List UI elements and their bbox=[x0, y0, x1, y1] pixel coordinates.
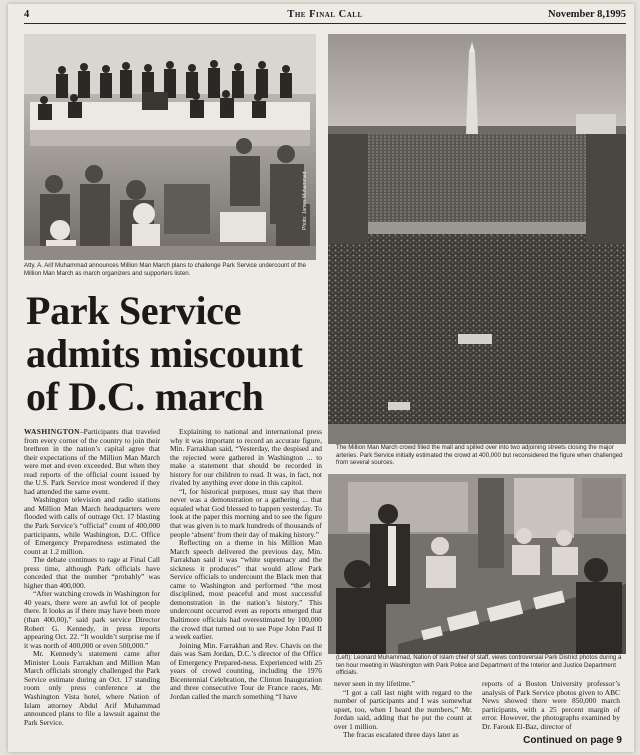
article-paragraph: The debate continues to rage at Final Call press time, although Park officials have conceded that the number “probably” was higher than 400,000. bbox=[24, 555, 160, 590]
article-headline: Park Service admits miscount of D.C. march bbox=[26, 288, 303, 419]
press-conference-caption: Atty. A. Arif Muhammad announces Million Man March plans to challenge Park Service undercount of the Million Man March as march organizers and supporters listen. bbox=[24, 262, 307, 277]
article-paragraph: Reflecting on a theme in his Million Man March speech delivered the previous day, Min. Farrakhan said it was “white supremacy and the sickness it produces” that would allow Park Service officials to undercount the Black men that came to Washington and performed “the most disciplined, most peaceful and most successful demonstration in the nation’s history.” This undercount occurred even as reports emerged that Baltimore officials had overestimated by 100,000 the crowd that turned out to see Pope John Paul II a week earlier. bbox=[170, 538, 322, 642]
publication-name: The Final Call bbox=[287, 9, 363, 20]
article-column-2 bbox=[170, 428, 322, 702]
article-paragraph: never seen in my lifetime.” bbox=[334, 679, 415, 688]
article-column-4 bbox=[482, 680, 620, 731]
article-dateline: WASHINGTON bbox=[24, 427, 80, 436]
article-paragraph: “I got a call last night with regard to the number of participants and I was somewhat upset, too, when I heard the numbers,” Mr. Jordan said, adding that he put the count at over 1 million. bbox=[334, 687, 472, 731]
press-conference-photo bbox=[24, 34, 316, 260]
crowd-photo bbox=[328, 34, 626, 444]
meeting-photo bbox=[328, 474, 626, 654]
newspaper-page bbox=[8, 4, 634, 752]
article-paragraph: Joining Min. Farrakhan and Rev. Chavis on the dais was Sam Jordan, D.C.’s director of the Office of Emergency Prepared-ness. Experienced with 25 years of crowd counting, including the 1976 Bicentennial Celebration, the Clinton Inauguration and three consecutive Tour de France races, Mr. Jordan called the march something “I have bbox=[170, 640, 322, 701]
continued-note: Continued on page 9 bbox=[523, 735, 622, 746]
article-paragraph: Mr. Kennedy’s statement came after Minister Louis Farrakhan and Million Man March officials strongly challenged the Park Service estimate during an Oct. 17 standing room only press conference at the Washington Vista hotel, where Nation of Islam attorney Abdul Arif Muhammad announced plans to file a lawsuit against the Park Service. bbox=[24, 649, 160, 727]
photo-credit: Photo: James Muhammad bbox=[302, 171, 308, 230]
article-paragraph: “I, for historical purposes, must say that there never was a demonstration or a gathering ... that equaled what God blessed to happen yesterday. To look at the paper this morning and to see the figure that was given is to mark hundreds of thousands of people ‘absent’ from their day of making history.” bbox=[170, 486, 322, 539]
article-paragraph: –Participants that traveled from every corner of the country to join their brethren in the nation’s capital agree that their expectations of the Million Man March were met and even exceeded. But when they read reports of the official count issued by the U.S. Park Service most wondered if they had attended the same event. bbox=[24, 427, 160, 496]
article-paragraph: Washington television and radio stations and Million Man March headquarters were flooded with calls of outrage Oct. 17 blasting the Park Service’s “official” count of 400,000 participants, while Washington, D.C. Office of Emergency Preparedness estimated the count at 1.2 million. bbox=[24, 495, 160, 556]
meeting-caption: (Left): Leonard Muhammad, Nation of Islam chief of staff, views controversial Park District photos during a ten hour meeting in Washington with Park Police and Department of the Interior and Justice Department officials. bbox=[336, 654, 622, 677]
crowd-caption: The Million Man March crowd filled the mall and spilled over into two adjoining streets closing the major arteries. Park Service initially estimated the crowd at 400,000 but reconsidered the figure when challenged from several sources. bbox=[336, 444, 623, 467]
article-paragraph: The fracas escalated three days later as bbox=[343, 730, 459, 740]
issue-date: November 8,1995 bbox=[548, 9, 626, 20]
article-column-3 bbox=[334, 680, 472, 740]
article-paragraph: Explaining to national and international press why it was important to record an accurate figure, Min. Farrakhan said, “Yesterday, the despised and the rejected were gathered in Washington ... to make a statement that should be recorded in history for our children to read. It was, in fact, not rivaled by anything ever done in this capitol. bbox=[170, 427, 322, 488]
article-paragraph: “After watching crowds in Washington for 40 years, there were an awful lot of people there. It looks as if there may have been more (than 400,00),” said park service Director Robert G. Kennedy, in press reports appearing Oct. 22. “It wouldn’t surprise me if it was north of 400,000 or even 500,000.” bbox=[24, 589, 160, 650]
article-column-1 bbox=[24, 428, 160, 727]
page-number: 4 bbox=[24, 9, 30, 20]
page-header bbox=[24, 7, 626, 24]
article-paragraph: reports of a Boston University professor’s analysis of Park Service photos given to ABC News showed there were 850,000 march participants, with a 25 percent margin of error. However, the photographs examined by Dr. Farouk El-Baz, director of bbox=[482, 679, 620, 731]
